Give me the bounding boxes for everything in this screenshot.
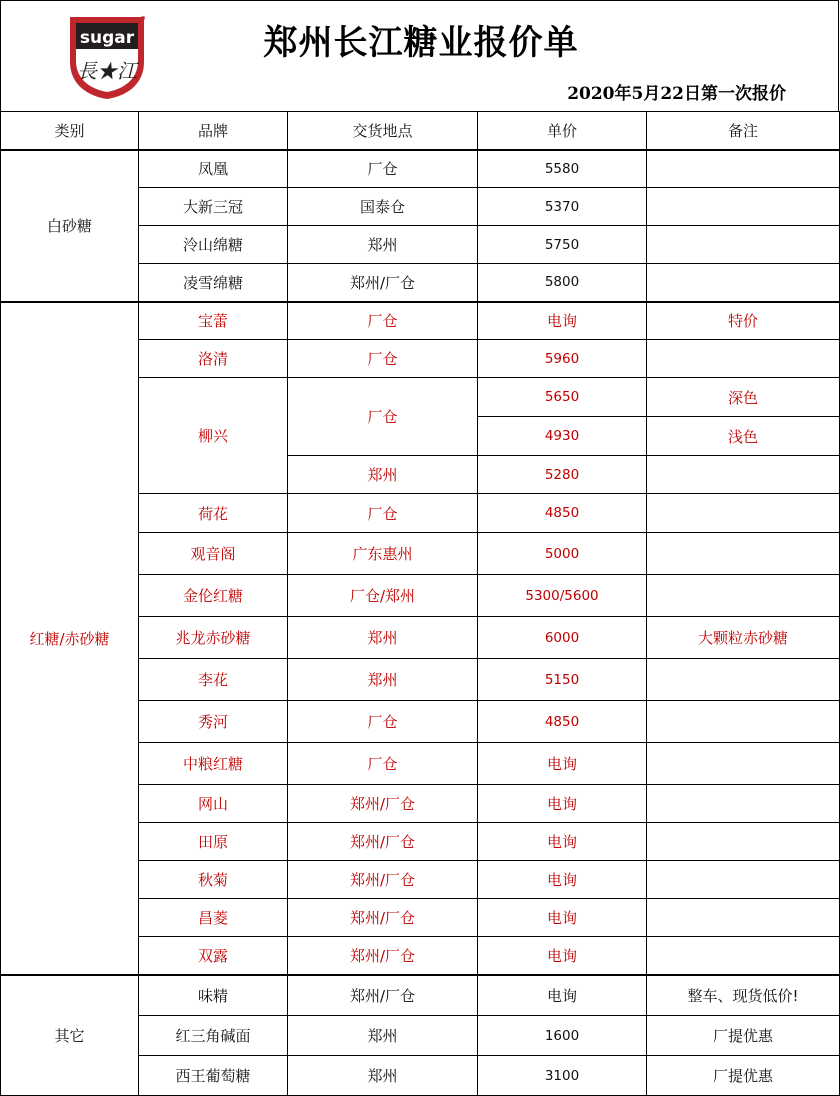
category-cell: 红糖/赤砂糖: [1, 302, 139, 975]
note-cell: [647, 575, 840, 617]
brand-cell: 宝蕾: [139, 302, 288, 340]
brand-cell: 凤凰: [139, 150, 288, 188]
location-cell: 厂仓: [288, 150, 478, 188]
location-cell: 郑州: [288, 659, 478, 701]
note-cell: [647, 456, 840, 494]
location-cell: 国泰仓: [288, 188, 478, 226]
price-cell: 电询: [478, 861, 647, 899]
logo-top-text: sugar: [79, 28, 135, 48]
price-cell: 电询: [478, 899, 647, 937]
location-cell: 郑州: [288, 456, 478, 494]
location-cell: 厂仓: [288, 378, 478, 456]
location-cell: 郑州/厂仓: [288, 937, 478, 975]
brand-cell: 西王葡萄糖: [139, 1056, 288, 1096]
price-cell: 电询: [478, 975, 647, 1016]
location-cell: 厂仓/郑州: [288, 575, 478, 617]
price-cell: 3100: [478, 1056, 647, 1096]
brand-cell: 大新三冠: [139, 188, 288, 226]
note-cell: 浅色: [647, 417, 840, 456]
price-cell: 5280: [478, 456, 647, 494]
brand-cell: 中粮红糖: [139, 743, 288, 785]
location-cell: 郑州/厂仓: [288, 899, 478, 937]
location-cell: 广东惠州: [288, 533, 478, 575]
price-cell: 5960: [478, 340, 647, 378]
brand-cell: 凌雪绵糖: [139, 264, 288, 302]
location-cell: 郑州: [288, 1016, 478, 1056]
price-cell: 5650: [478, 378, 647, 417]
location-cell: 郑州/厂仓: [288, 823, 478, 861]
note-cell: [647, 533, 840, 575]
header-brand: 品牌: [139, 112, 288, 150]
table-header-row: [1, 112, 840, 150]
header-location: 交货地点: [288, 112, 478, 150]
price-cell: 1600: [478, 1016, 647, 1056]
location-cell: 厂仓: [288, 743, 478, 785]
brand-cell: 双露: [139, 937, 288, 975]
brand-cell: 昌菱: [139, 899, 288, 937]
note-cell: [647, 188, 840, 226]
price-cell: 5750: [478, 226, 647, 264]
price-cell: 5150: [478, 659, 647, 701]
header-note: 备注: [647, 112, 840, 150]
brand-cell: 兆龙赤砂糖: [139, 617, 288, 659]
note-cell: [647, 659, 840, 701]
brand-cell: 洛清: [139, 340, 288, 378]
brand-cell: 网山: [139, 785, 288, 823]
note-cell: [647, 340, 840, 378]
location-cell: 郑州/厂仓: [288, 264, 478, 302]
sheet-header: [0, 0, 839, 111]
table-row: [1, 302, 840, 340]
brand-cell: 味精: [139, 975, 288, 1016]
brand-cell: 柳兴: [139, 378, 288, 494]
price-cell: 5000: [478, 533, 647, 575]
price-cell: 4850: [478, 701, 647, 743]
note-cell: 深色: [647, 378, 840, 417]
brand-cell: 泠山绵糖: [139, 226, 288, 264]
note-cell: [647, 861, 840, 899]
location-cell: 厂仓: [288, 701, 478, 743]
price-cell: 5800: [478, 264, 647, 302]
note-cell: 厂提优惠: [647, 1016, 840, 1056]
price-cell: 5300/5600: [478, 575, 647, 617]
note-cell: [647, 150, 840, 188]
price-cell: 电询: [478, 302, 647, 340]
brand-cell: 秀河: [139, 701, 288, 743]
price-cell: 4930: [478, 417, 647, 456]
price-cell: 4850: [478, 494, 647, 533]
location-cell: 郑州: [288, 1056, 478, 1096]
note-cell: [647, 899, 840, 937]
note-cell: 特价: [647, 302, 840, 340]
table-row: [1, 975, 840, 1016]
note-cell: [647, 494, 840, 533]
header-price: 单价: [478, 112, 647, 150]
brand-cell: 李花: [139, 659, 288, 701]
category-cell: 其它: [1, 975, 139, 1096]
brand-cell: 田原: [139, 823, 288, 861]
brand-cell: 观音阁: [139, 533, 288, 575]
quote-date: 2020年5月22日第一次报价: [567, 84, 786, 104]
brand-cell: 红三角碱面: [139, 1016, 288, 1056]
brand-cell: 荷花: [139, 494, 288, 533]
price-cell: 电询: [478, 743, 647, 785]
category-cell: 白砂糖: [1, 150, 139, 302]
location-cell: 郑州: [288, 226, 478, 264]
note-cell: [647, 823, 840, 861]
note-cell: [647, 785, 840, 823]
location-cell: 厂仓: [288, 494, 478, 533]
location-cell: 厂仓: [288, 340, 478, 378]
note-cell: 整车、现货低价!: [647, 975, 840, 1016]
location-cell: 郑州/厂仓: [288, 975, 478, 1016]
note-cell: 厂提优惠: [647, 1056, 840, 1096]
note-cell: [647, 743, 840, 785]
note-cell: [647, 264, 840, 302]
note-cell: 大颗粒赤砂糖: [647, 617, 840, 659]
price-cell: 5370: [478, 188, 647, 226]
price-table: [0, 111, 840, 1096]
price-cell: 6000: [478, 617, 647, 659]
price-cell: 电询: [478, 937, 647, 975]
price-cell: 电询: [478, 785, 647, 823]
brand-cell: 秋菊: [139, 861, 288, 899]
location-cell: 厂仓: [288, 302, 478, 340]
page-title: 郑州长江糖业报价单: [263, 23, 579, 63]
note-cell: [647, 226, 840, 264]
note-cell: [647, 937, 840, 975]
location-cell: 郑州/厂仓: [288, 785, 478, 823]
table-row: [1, 150, 840, 188]
location-cell: 郑州: [288, 617, 478, 659]
price-cell: 5580: [478, 150, 647, 188]
price-cell: 电询: [478, 823, 647, 861]
location-cell: 郑州/厂仓: [288, 861, 478, 899]
logo-bottom-text: 長★江: [77, 59, 137, 83]
header-category: 类别: [1, 112, 139, 150]
brand-cell: 金伦红糖: [139, 575, 288, 617]
note-cell: [647, 701, 840, 743]
